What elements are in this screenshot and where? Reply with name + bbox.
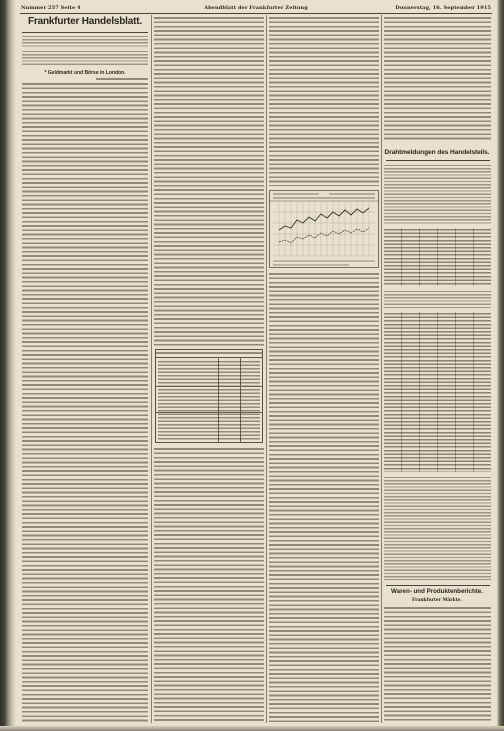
text-block-article	[154, 16, 264, 346]
article-heading-geldmarkt: * Geldmarkt und Börse in London.	[44, 70, 126, 76]
table-body	[158, 360, 260, 440]
section-subtitle-frankfurter-maerkte: Frankfurter Märkte.	[412, 598, 462, 603]
header-issue: Nummer 257 Seite 4	[21, 5, 81, 11]
page-bottom-edge	[0, 726, 504, 731]
title-rule	[22, 32, 148, 33]
statistics-table	[155, 349, 263, 443]
statistics-chart	[269, 190, 379, 268]
column-rule-3	[381, 15, 382, 723]
column-rule-2	[266, 15, 267, 723]
section-title-warenberichte: Waren- und Produktenberichte.	[391, 588, 483, 595]
quote-table	[384, 312, 491, 472]
table-header	[156, 350, 262, 358]
text-block-market-report	[384, 606, 491, 722]
text-block-article	[269, 272, 379, 722]
text-block-article	[269, 16, 379, 186]
text-block-article	[384, 16, 491, 142]
section-title-handelsblatt: Frankfurter Handelsblatt.	[28, 16, 142, 27]
table-row-divider	[156, 386, 262, 387]
text-block-telegrams	[384, 164, 491, 224]
page-binding-shadow	[0, 0, 16, 731]
column-rule-1	[151, 15, 152, 723]
text-block-notice	[22, 35, 148, 48]
text-block-article	[154, 447, 264, 722]
section-rule	[386, 585, 490, 586]
text-block-notice	[22, 50, 148, 67]
title-rule	[386, 160, 490, 161]
table-row-divider	[156, 412, 262, 413]
header-paper-name: Abendblatt der Frankfurter Zeitung	[204, 5, 308, 11]
quote-table	[384, 228, 491, 286]
text-block-article	[22, 82, 148, 722]
dateline	[96, 77, 148, 81]
header-rule	[20, 13, 492, 14]
header-date: Donnerstag, 16. September 1915	[395, 5, 491, 11]
section-title-drahtmeldungen: Drahtmeldungen des Handelsteils.	[384, 149, 490, 156]
page-right-edge	[497, 0, 504, 731]
text-block-telegrams	[384, 290, 491, 308]
text-block-telegrams	[384, 476, 491, 580]
